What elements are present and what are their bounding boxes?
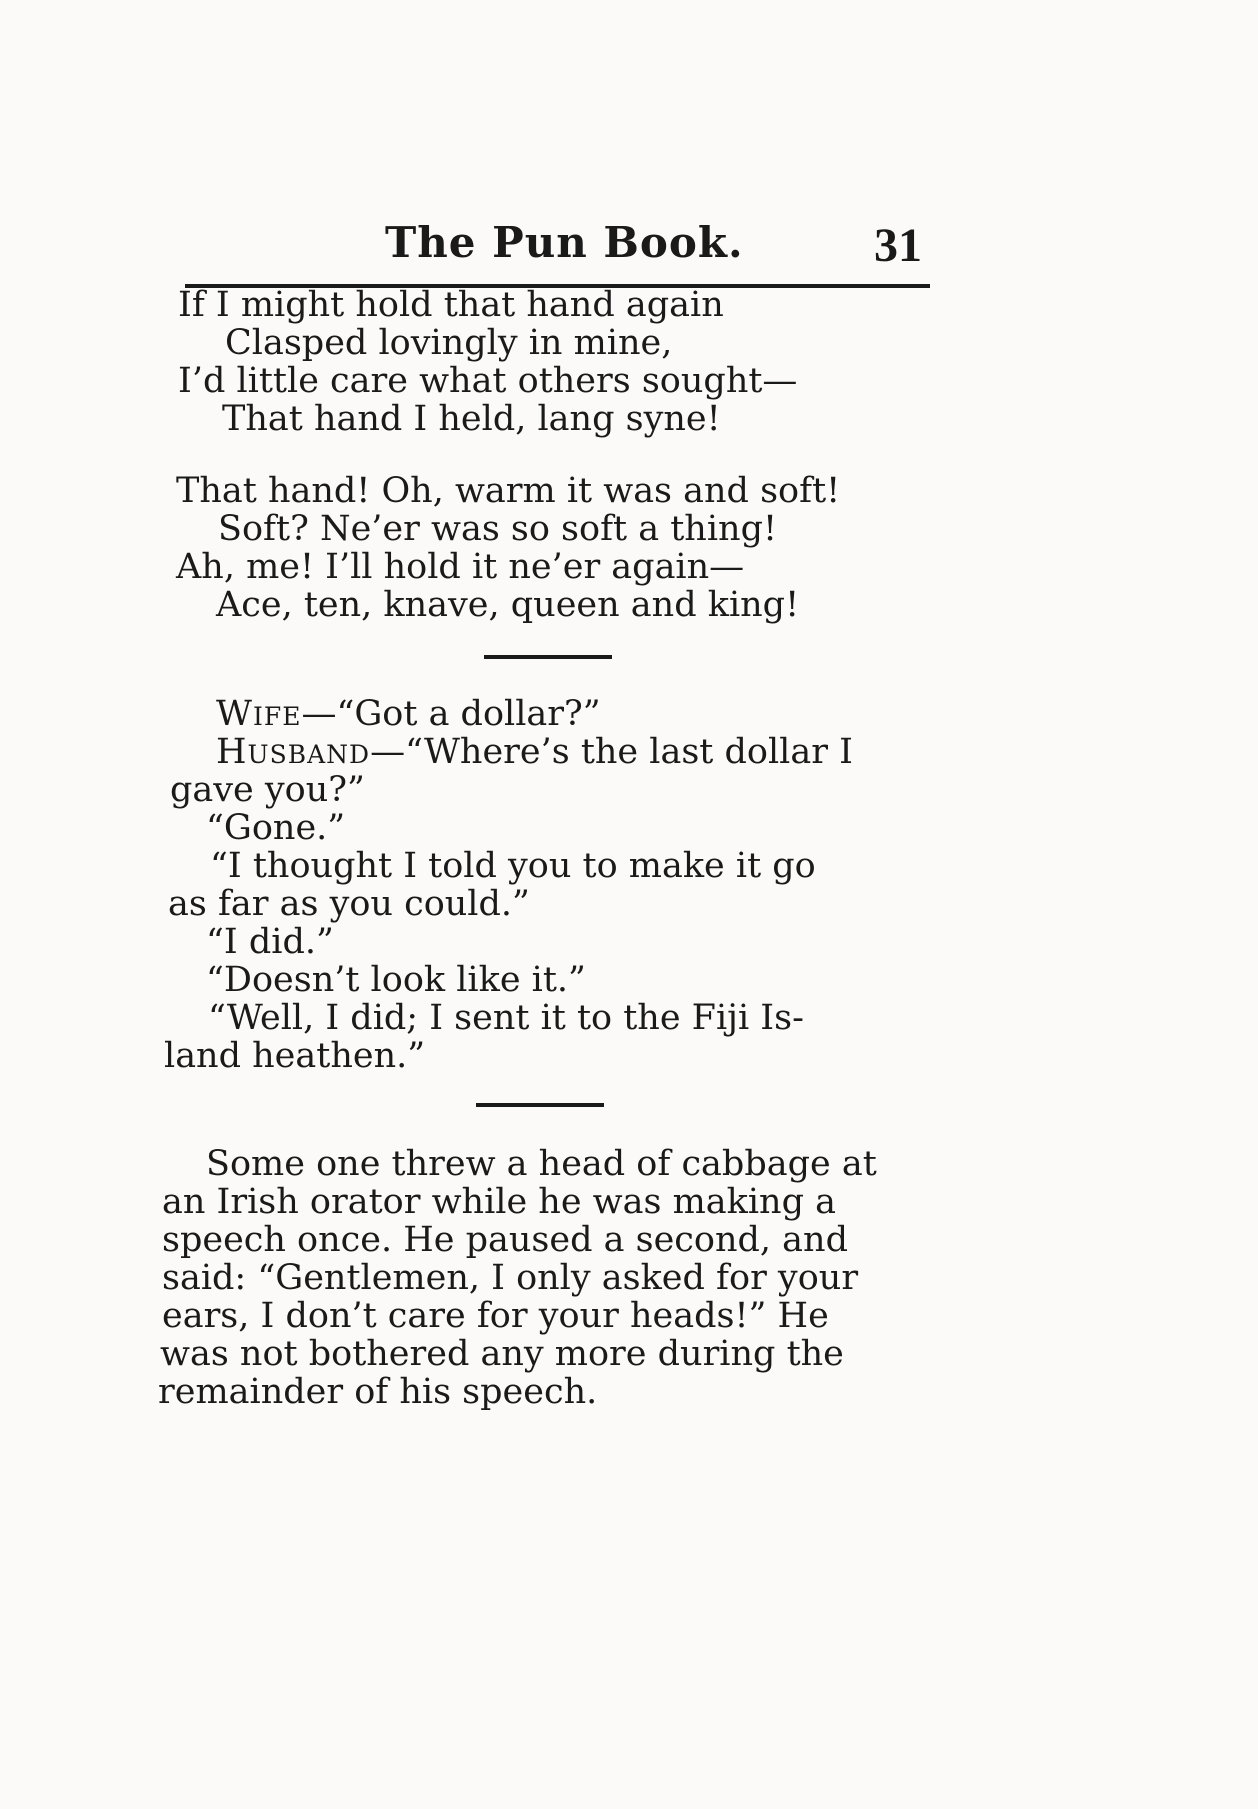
poem-line: Ah, me! I’ll hold it ne’er again— <box>176 547 745 587</box>
anecdote-line: remainder of his speech. <box>158 1372 598 1412</box>
dialogue-line: “Gone.” <box>206 808 346 848</box>
anecdote-line: an Irish orator while he was making a <box>162 1182 836 1222</box>
dialogue-line: “Well, I did; I sent it to the Fiji Is- <box>208 998 804 1038</box>
running-title: The Pun Book. <box>385 218 744 267</box>
anecdote-line: said: “Gentlemen, I only asked for your <box>162 1258 859 1298</box>
dialogue-line <box>216 693 601 735</box>
poem-line: Soft? Ne’er was so soft a thing! <box>218 509 778 549</box>
husband-line: —“Where’s the last dollar I <box>370 732 853 772</box>
dialogue-line: land heathen.” <box>164 1036 426 1076</box>
speaker-wife: Wife <box>216 694 302 734</box>
dialogue-line: as far as you could.” <box>168 884 530 924</box>
anecdote-line: speech once. He paused a second, and <box>162 1220 848 1260</box>
dialogue-line: “I did.” <box>206 922 334 962</box>
poem-line: That hand! Oh, warm it was and soft! <box>176 471 841 511</box>
dialogue-line <box>216 731 853 773</box>
page-number: 31 <box>874 219 922 272</box>
poem-line: Ace, ten, knave, queen and king! <box>216 585 800 625</box>
section-divider <box>476 1103 604 1107</box>
poem-line: That hand I held, lang syne! <box>222 399 721 439</box>
poem-line: I’d little care what others sought— <box>178 361 798 401</box>
dialogue-line: “I thought I told you to make it go <box>210 846 816 886</box>
section-divider <box>484 655 612 659</box>
dialogue-line: “Doesn’t look like it.” <box>206 960 586 1000</box>
speaker-husband: Husband <box>216 732 371 772</box>
page-header <box>185 218 930 280</box>
wife-line: —“Got a dollar?” <box>301 694 601 734</box>
dialogue-line: gave you?” <box>170 770 365 810</box>
poem-line: If I might hold that hand again <box>178 285 724 325</box>
anecdote-line: Some one threw a head of cabbage at <box>206 1144 877 1184</box>
poem-line: Clasped lovingly in mine, <box>225 323 673 363</box>
anecdote-line: ears, I don’t care for your heads!” He <box>162 1296 829 1336</box>
anecdote-line: was not bothered any more during the <box>160 1334 844 1374</box>
